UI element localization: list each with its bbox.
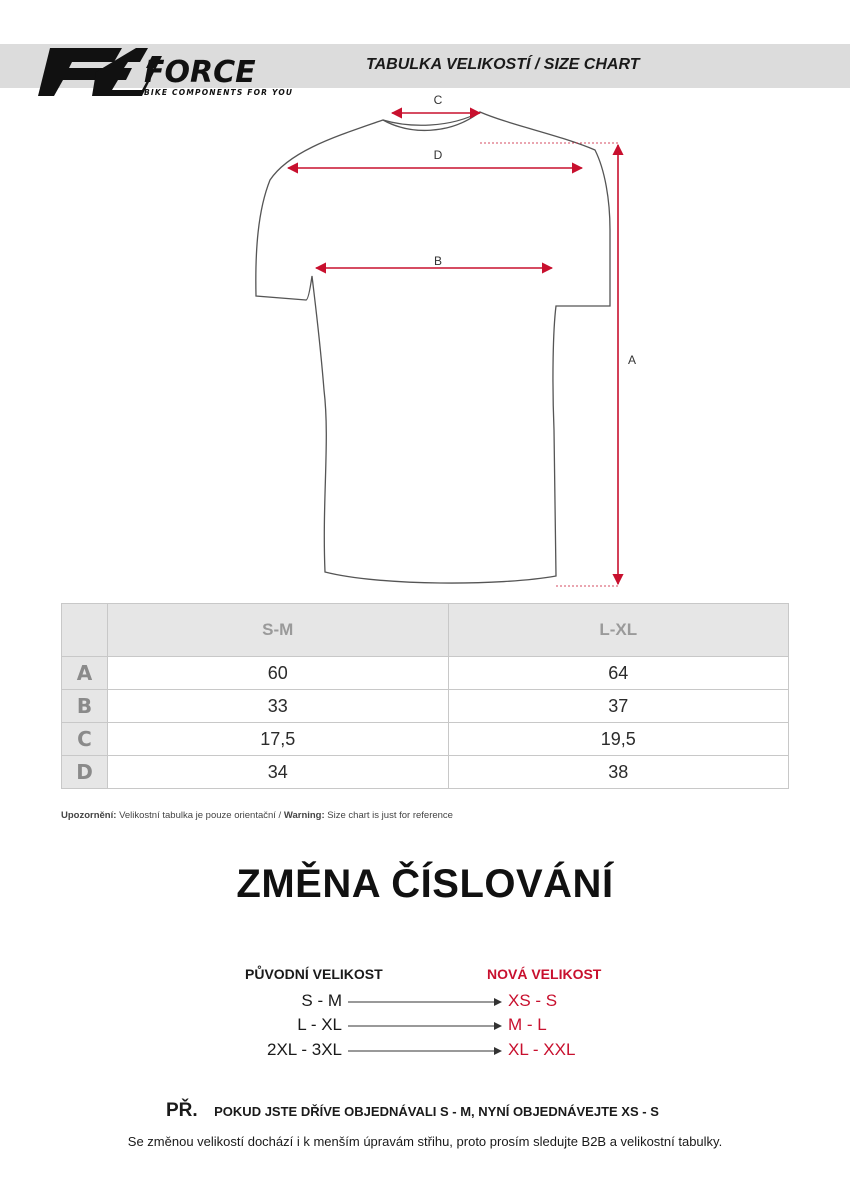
table-row <box>62 723 789 756</box>
table-row <box>62 756 789 789</box>
note-text-cz: Velikostní tabulka je pouze orientační / <box>119 810 282 821</box>
new-size-header: NOVÁ VELIKOST <box>487 966 602 982</box>
old-size: L - XL <box>297 1015 342 1034</box>
old-size-header: PŮVODNÍ VELIKOST <box>245 966 383 982</box>
table-row <box>62 657 789 690</box>
example-text: POKUD JSTE DŘÍVE OBJEDNÁVALI S - M, NYNÍ OBJEDNÁVEJTE XS - S <box>214 1104 659 1119</box>
table-cell: 33 <box>108 690 449 723</box>
arrow-right-icon <box>348 997 503 1007</box>
note-label-cz: Upozornění: <box>61 810 117 821</box>
table-cell: 60 <box>108 657 449 690</box>
table-cell: 19,5 <box>448 723 789 756</box>
size-warning-note <box>61 810 453 821</box>
measure-b-label: B <box>433 254 443 268</box>
new-size: XL - XXL <box>508 1040 576 1059</box>
old-size: S - M <box>301 991 342 1010</box>
measure-d-label: D <box>433 148 443 162</box>
table-row <box>62 690 789 723</box>
size-table-header <box>62 604 789 657</box>
conversion-row <box>0 1015 850 1041</box>
brand-name: FORCE <box>144 55 256 90</box>
measure-a-label: A <box>627 353 637 367</box>
footer-text: Se změnou velikostí dochází i k menším úpravám střihu, proto prosím sledujte B2B a velikostní tabulky. <box>127 1134 723 1149</box>
size-table <box>61 603 789 789</box>
table-cell: 38 <box>448 756 789 789</box>
note-text-en: Size chart is just for reference <box>327 810 453 821</box>
example-line <box>166 1100 659 1122</box>
table-cell: 17,5 <box>108 723 449 756</box>
size-column-header: L-XL <box>448 604 789 657</box>
table-cell: 34 <box>108 756 449 789</box>
renumbering-title: ZMĚNA ČÍSLOVÁNÍ <box>236 862 614 906</box>
table-cell: 64 <box>448 657 789 690</box>
size-column-header: S-M <box>108 604 449 657</box>
table-cell: 37 <box>448 690 789 723</box>
jersey-outline <box>256 112 610 583</box>
size-table-corner <box>62 604 108 657</box>
conversion-row <box>0 991 850 1017</box>
new-size: XS - S <box>508 991 558 1010</box>
row-label: A <box>62 657 108 690</box>
jersey-diagram <box>0 88 850 598</box>
row-label: B <box>62 690 108 723</box>
measure-c-label: C <box>433 93 443 107</box>
new-size: M - L <box>508 1015 547 1034</box>
arrow-right-icon <box>348 1046 503 1056</box>
note-label-en: Warning: <box>283 810 325 821</box>
page-title: TABULKA VELIKOSTÍ / SIZE CHART <box>366 56 640 73</box>
example-label: PŘ. <box>166 1100 198 1121</box>
row-label: D <box>62 756 108 789</box>
conversion-row <box>0 1040 850 1066</box>
brand-tagline: BIKE COMPONENTS FOR YOU <box>144 88 294 97</box>
row-label: C <box>62 723 108 756</box>
old-size: 2XL - 3XL <box>267 1040 342 1059</box>
arrow-right-icon <box>348 1021 503 1031</box>
